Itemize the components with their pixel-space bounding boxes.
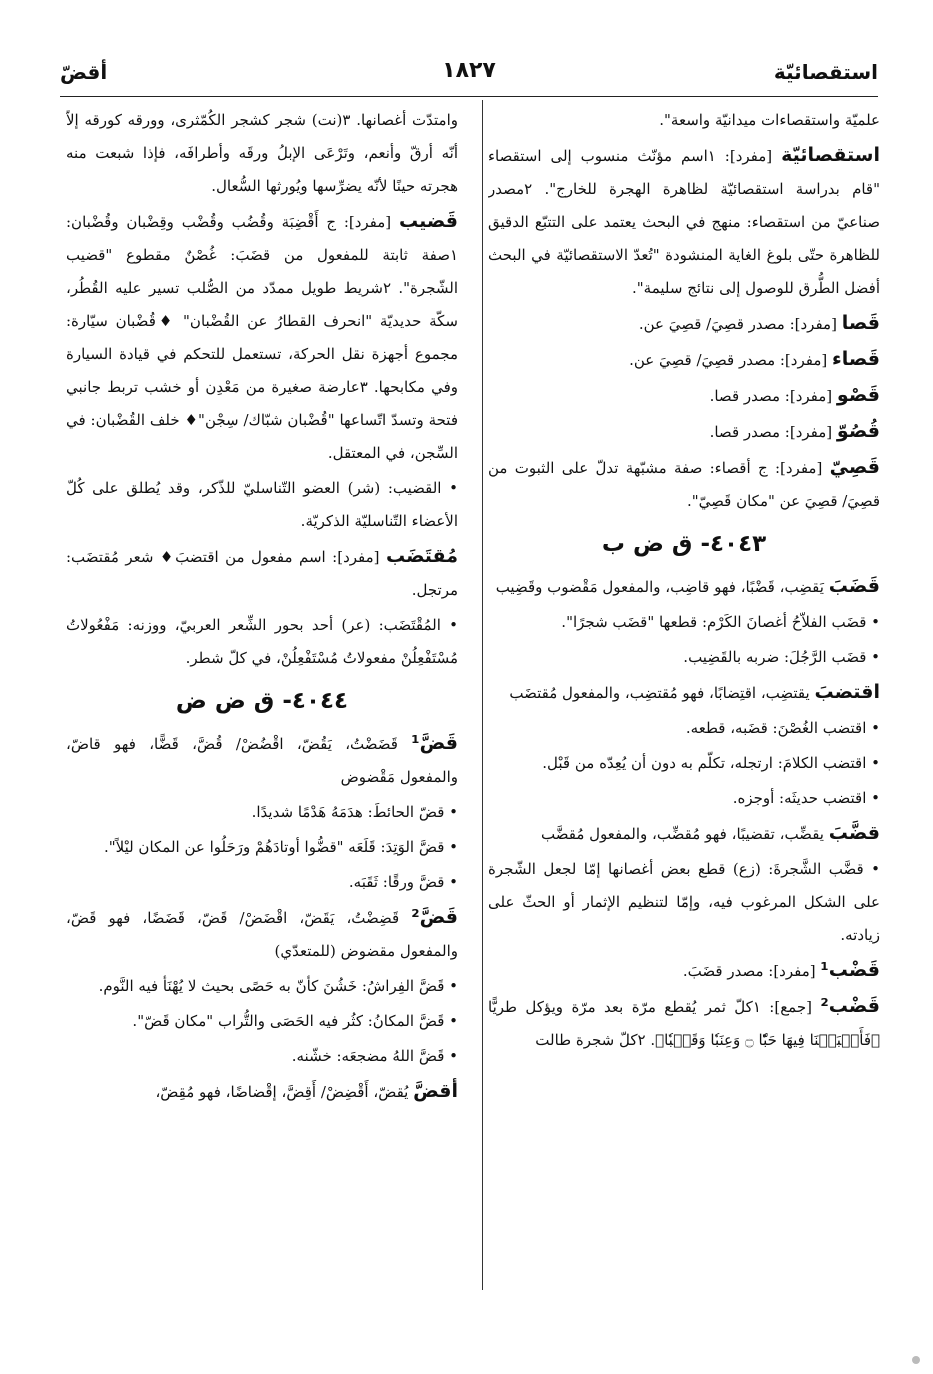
entry-sense: • قضَّ الوَتِدَ: قَلَعَه "قضُّوا أوتادَهُمْ ورَحَلُوا عن المكان ليْلاً".: [103, 838, 458, 856]
entry-definition: قَضَضْتُ، يَقُضّ، اقْضُضْ/ قُضَّ، قَضًّا، فهو قاضّ، والمفعول مَقْضوض: [66, 735, 458, 786]
entry-definition: [مفرد]: مصدر قصا.: [709, 387, 837, 405]
scan-speck: [912, 1356, 920, 1364]
entry-definition: يقضِّب، تقضيبًا، فهو مُقضِّب، والمفعول مُقضَّب: [541, 825, 829, 843]
header-last-word: أقضّ: [60, 60, 108, 84]
dictionary-entry: [66, 1075, 458, 1109]
entry-definition: [مفرد]: مصدر قضَبَ.: [682, 962, 821, 980]
left-column: [66, 104, 458, 1284]
entry-definition: [مفرد]: مصدر قصِيَ/ قصِيَ عن.: [638, 315, 842, 333]
dictionary-entry: [66, 727, 458, 794]
dictionary-entry: [488, 817, 880, 851]
entry-headword: قُصُوّ: [836, 420, 880, 442]
dictionary-entry: [66, 205, 458, 470]
entry-definition: [جمع]: ١كلّ ثمر يُقطع مرّة بعد مرّة ويؤكل طريًّا ﴿فَأَنۢبَتۡنَا فِيهَا حَبّٗا ۝ وَعِنَبٗا وَقَضۡبٗا﴾. ٢كلّ شجرة طالت: [488, 998, 880, 1049]
entry-headword: أقضَّ: [413, 1080, 458, 1102]
entry-headword: قضَّبَ: [828, 822, 880, 844]
entry-headword: قَضْب²: [820, 995, 880, 1017]
entry-sense: • قَضَّ اللهُ مضجعَه: خشّنه.: [291, 1047, 458, 1065]
entry-sense: • قَضَّ المكانُ: كثُر فيه الحَصَى والتُّراب "مكان قَضّ".: [132, 1012, 458, 1030]
entry-sense: • اقتضب الغُصْنَ: قضَبه، قطعه.: [685, 719, 880, 737]
root-section-heading: ٤٠٤٤- ق ض ض: [175, 688, 349, 714]
entry-definition: [مفرد]: مصدر قصا.: [709, 423, 837, 441]
entry-headword: اقتضبَ: [814, 681, 880, 703]
column-divider: [482, 100, 483, 1290]
dictionary-entry: [488, 307, 880, 341]
entry-sense: • القضيب: (شر) العضو التّناسليّ للذّكر، وقد يُطلق على كُلّ الأعضاء التّناسليّة الذكريّة.: [66, 479, 458, 530]
dictionary-entry: [488, 990, 880, 1057]
dictionary-entry: [488, 676, 880, 710]
entry-sense: • قضّ الحائطَ: هدَمَهُ هَدْمًا شديدًا.: [251, 803, 458, 821]
entry-definition: [مفرد]: ج أَقْضِبَة وقُضُب وقُضْب وقِضْبان وقُضْبان: ١صفة ثابتة للمفعول من قضَبَ: غُصْنٌ مقطوع "قضيب الشّجرة". ٢شريط طويل ممدّد من الصُّلب تسير عليه القُطُر، سكّة حديديّة "انحرف القطارُ عن القُضْبان" ♦قُضْبان سيّارة: مجموع أجهزة نقل الحركة، تستعمل للتحكم في قيادة السيارة وفي مكابحها. ٣عارضة صغيرة من مَعْدِن أو خشب تربط جانبي فتحة وتسدّ اتّساعها "قُضْبان شبّاك/ سِجْن"♦ خلف القُضْبان: في السِّجن، في المعتقل.: [66, 213, 458, 462]
entry-headword: استقصائيّة: [781, 144, 880, 166]
dictionary-entry: [488, 954, 880, 988]
entry-headword: قَضْب¹: [820, 959, 880, 981]
entry-headword: مُقتَضَب: [385, 545, 458, 567]
dictionary-entry: [488, 343, 880, 377]
entry-headword: قَضَّ¹: [411, 732, 458, 754]
entry-definition: يَقضِب، قَضْبًا، فهو قاضِب، والمفعول مَقْضوب وقَضِيب: [495, 578, 829, 596]
entry-definition: [مفرد]: ج أقصاء: صفة مشبّهة تدلّ على الثبوت من قصِيَ/ قصِيَ عن "مكان قَصِيّ".: [488, 459, 880, 510]
entry-headword: قَضَّ²: [411, 906, 458, 928]
entry-headword: قَضَبَ: [828, 575, 880, 597]
dictionary-entry: [488, 451, 880, 518]
header-rule: [60, 96, 878, 97]
entry-sense: علميّة واستقصاءات ميدانيّة واسعة".: [659, 111, 880, 129]
right-column: [488, 104, 880, 1284]
dictionary-entry: [66, 901, 458, 968]
entry-definition: يُقضّ، أَقْضِضْ/ أَقِضَّ، إقْضاضًا، فهو مُقِضّ،: [155, 1083, 414, 1101]
root-section-heading: ٤٠٤٣- ق ض ب: [601, 531, 767, 557]
dictionary-entry: [488, 379, 880, 413]
entry-sense: • اقتضب الكلامَ: ارتجله، تكلّم به دون أن يُعِدّه من قَبْل.: [542, 754, 880, 772]
dictionary-entry: [488, 415, 880, 449]
entry-headword: قَصا: [841, 312, 880, 334]
entry-definition: [مفرد]: ١اسم مؤنّث منسوب إلى استقصاء "قام بدراسة استقصائيّة لظاهرة الهجرة للخارج". ٢مصدر صناعيّ من استقصاء: منهج في البحث يعتمد على التتبّع الدقيق للظاهرة حتّى بلوغ الغاية المنشودة "تُعدّ الاستقصائيّة في البحث أفضل الطُّرق للوصول إلى نتائج سليمة".: [488, 147, 880, 297]
entry-headword: قَضيب: [398, 210, 458, 232]
entry-sense: • قضَّ ورقًا: ثَقَبَه.: [348, 873, 458, 891]
entry-sense: • قضَّب الشَّجرةَ: (زع) قطع بعض أغصانها إمّا لجعل الشّجرة على الشكل المرغوب فيه، وإمّا لتنظيم الإثمار أو الحثّ على زيادته.: [488, 860, 880, 944]
entry-definition: [مفرد]: مصدر قصِيَ/ قصِيَ عن.: [629, 351, 832, 369]
entry-sense: • المُقْتَضَب: (عر) أحد بحور الشِّعر العربيّ، ووزنه: مَفْعُولاتُ مُسْتَفْعِلُنْ مفعولاتُ مُسْتَفْعِلُنْ، في كلّ شطر.: [66, 616, 458, 667]
entry-definition: [مفرد]: اسم مفعول من اقتضبَ♦ شعر مُقتضَب: مرتجل.: [66, 548, 458, 599]
entry-headword: قَصْو: [836, 384, 880, 406]
page-number: ١٨٢٧: [442, 58, 496, 83]
entry-sense: • قَضَّ الفِراشُ: خَشُنَ كأنّ به حَصًى بحيث لا يُهْنَأ فيه النَّوم.: [98, 977, 458, 995]
entry-sense: • قضَب الفلاّحُ أغصانَ الكَرْم: قطعها "قضَب شجرًا".: [561, 613, 880, 631]
entry-headword: قَصاء: [831, 348, 880, 370]
page-header: [60, 52, 878, 92]
header-first-word: استقصائيّة: [773, 60, 878, 84]
dictionary-entry: [488, 570, 880, 604]
entry-headword: قَصِيّ: [829, 456, 880, 478]
entry-sense: وامتدّت أغصانها. ٣(نت) شجر كشجر الكُمّثرى، وورقه كورقه إلاّ أنّه أرقّ وأنعم، وتَرْعَى الإبلُ ورقَه وأطرافَه، فإذا شبعت منه هجرته حينًا لأنّه يضرِّسها ويُورثها السُّعال.: [66, 111, 458, 195]
entry-definition: يقتضِب، اقتِضابًا، فهو مُقتضِب، والمفعول مُقتضَب: [509, 684, 815, 702]
dictionary-entry: [66, 540, 458, 607]
entry-definition: قَضِضْتُ، يَقَضّ، اقْضَضْ/ قَضّ، قَضَضًا، فهو قَضّ، والمفعول مقضوض (للمتعدّي): [66, 909, 458, 960]
entry-sense: • اقتضب حديثَه: أوجزه.: [732, 789, 880, 807]
entry-sense: • قضَب الرَّجُلَ: ضربه بالقَضِيب.: [683, 648, 880, 666]
dictionary-entry: [488, 139, 880, 305]
